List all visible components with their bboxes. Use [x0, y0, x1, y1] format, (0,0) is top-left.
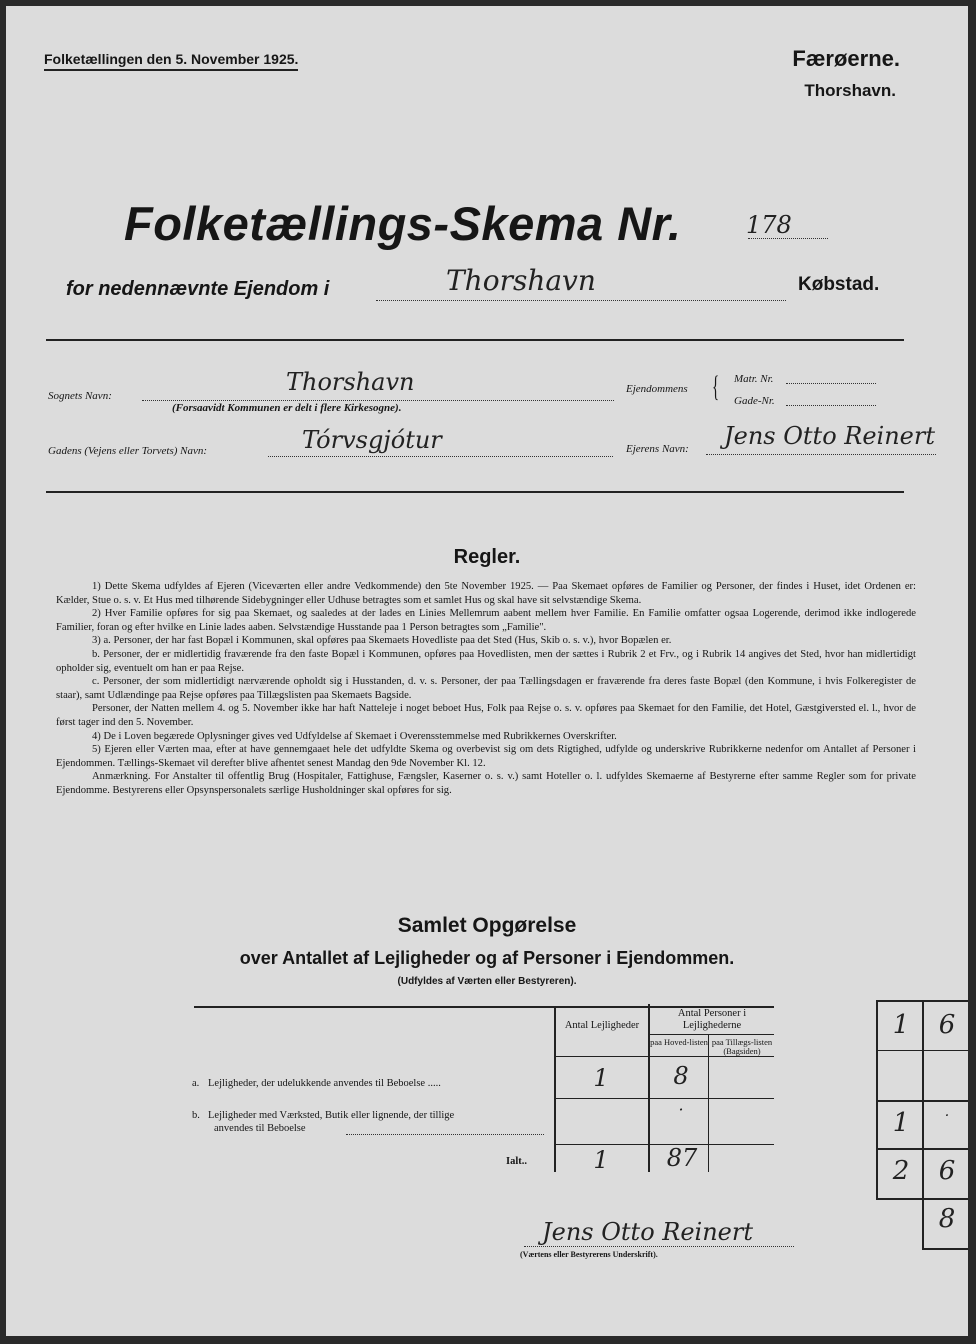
tally-r3-c2: ·	[944, 1108, 950, 1124]
row-total-label: Ialt..	[506, 1156, 527, 1167]
city-header: Thorshavn.	[804, 81, 896, 100]
property-brace: {	[712, 370, 720, 403]
rules-text	[56, 580, 916, 798]
tally-line-3	[876, 1148, 968, 1150]
region-header: Færøerne.	[792, 46, 900, 71]
rule-3-night: Personer, der Natten mellem 4. og 5. November ikke har haft Natteleje i noget beboet Hus, Folk paa Rejse o. s. v. opføres paa Skemaet for den Familie, det Hotel, Gæstgiversted el. l., hvor de først tager ind den 5. November.	[56, 703, 916, 728]
rule-note: Anmærkning. For Anstalter til offentlig Brug (Hospitaler, Fattighuse, Fængsler, Kaserner o. s. v.) samt Hoteller o. l. udfyldes Skemaerne af Bestyrerne efter samme Regler som for private Ejendomme. Bestyrerens eller Opsynspersonalets særlige Husholdninger skal opføres for sig.	[56, 771, 916, 796]
street-dotline	[268, 456, 613, 457]
owner-value: Jens Otto Reinert	[724, 422, 935, 450]
summary-subtitle: over Antallet af Lejligheder og af Personer i Ejendommen.	[239, 948, 735, 968]
summary-note: (Udfyldes af Værten eller Bestyreren).	[397, 976, 577, 987]
summary-col-divider-2	[648, 1004, 650, 1172]
street-value: Tórvsgjótur	[302, 426, 442, 454]
parish-label: Sognets Navn:	[48, 390, 112, 402]
b-main-value: ·	[678, 1100, 684, 1119]
rule-1: 1) Dette Skema udfyldes af Ejeren (Viceværten eller andre Vedkommende) den 5te November 1925. — Paa Skemaet opføres de Familier og Personer, der findes i Huset, idet Ordenen er: Kælder, Stue o. s. v. Et Hus med tilhørende Sidebygninger eller Udhuse betragtes som et samlet Hus og skal have sit selvstændige Skema.	[56, 581, 916, 606]
fields-divider	[46, 491, 904, 493]
top-divider	[46, 339, 904, 341]
row-b-label-1: Lejligheder med Værksted, Butik eller lignende, der tillige	[208, 1110, 455, 1121]
tally-r5-c2: 8	[938, 1204, 956, 1234]
a-main-value: 8	[673, 1062, 689, 1090]
tally-r4-c2: 6	[938, 1156, 956, 1186]
census-form-page	[6, 6, 968, 1336]
town-handwritten: Thorshavn	[446, 264, 596, 297]
summary-subhead-line	[648, 1034, 774, 1035]
tally-line-1	[876, 1050, 968, 1051]
signature-label: (Værtens eller Bestyrerens Underskrift).	[520, 1250, 658, 1259]
matr-label: Matr. Nr.	[734, 373, 774, 385]
rules-title: Regler.	[453, 546, 521, 568]
col-supp-head: paa Tillægs-listen(Bagsiden)	[711, 1037, 773, 1056]
summary-title: Samlet Opgørelse	[397, 914, 577, 937]
parish-dotline	[142, 400, 614, 401]
signature-dotline	[524, 1246, 794, 1247]
rule-3c: c. Personer, der som midlertidigt nærværende opholdt sig i Husstanden, d. v. s. Personer, der paa Tællingsdagen er fraværende fra deres faste Bopæl (den Kommune, i hvis Folkeregister de staar), samt Udlændinge paa Rejse opføres paa Tillægslisten paa Skemaets Bagside.	[56, 676, 916, 701]
form-title: Folketællings-Skema Nr.	[124, 197, 682, 250]
census-date-header: Folketællingen den 5. November 1925.	[44, 51, 298, 71]
form-number-handwritten: 178	[746, 211, 792, 239]
row-b-dotline	[346, 1134, 544, 1135]
row-b-prefix: b.	[192, 1110, 200, 1121]
rule-3a: 3) a. Personer, der har fast Bopæl i Kommunen, skal opføres paa Skemaets Hovedliste paa det Sted (Hus, Skib o. s. v.), hvor Bopælen er.	[92, 635, 672, 647]
total-main-value: 87	[666, 1144, 698, 1172]
col-main-head: paa Hoved-listen	[650, 1037, 708, 1047]
tally-line-2	[876, 1100, 968, 1102]
tally-r1-c1: 1	[892, 1010, 910, 1040]
form-number-line	[748, 238, 828, 239]
tally-r4-c1: 2	[892, 1156, 910, 1186]
row-b-label-2: anvendes til Beboelse	[214, 1123, 306, 1134]
tally-r3-c1: 1	[892, 1108, 910, 1138]
parish-value: Thorshavn	[286, 368, 415, 396]
tally-r1-c2: 6	[938, 1010, 956, 1040]
total-apartments-value: 1	[593, 1146, 609, 1174]
owner-label: Ejerens Navn:	[626, 443, 689, 455]
gade-dotline	[786, 405, 876, 406]
row-a-label: Lejligheder, der udelukkende anvendes til Beboelse .....	[208, 1078, 441, 1089]
col-apartments-head: Antal Lejligheder	[564, 1020, 640, 1031]
summary-row-a-line	[554, 1098, 774, 1099]
owner-dotline	[706, 454, 936, 455]
parish-note: (Forsaavidt Kommunen er delt i flere Kirkesogne).	[172, 402, 402, 414]
rule-2: 2) Hver Familie opføres for sig paa Skemaet, og saaledes at der lades en Linies Mellemrum aabent mellem hver Familie. En Familie omfatter ogsaa Logerende, derimod ikke indlogerede Familier, foran og efter hvilke en Linie lades aaben. Selvstændige Husstande paa 1 Person betragtes som „Familie".	[56, 608, 916, 633]
kobstad-label: Købstad.	[798, 274, 880, 295]
rule-4: 4) De i Loven begærede Oplysninger gives ved Udfyldelse af Skemaet i Overensstemmelse med Rubrikkernes Overskrifter.	[92, 730, 617, 742]
rule-3b: b. Personer, der er midlertidig fraværende fra den faste Bopæl i Kommunen, opføres paa Hovedlisten, men der sættes i Rubrik 2 et Frv., og i Rubrik 14 angives det Sted, hvor han midlertidigt opholder sig, eventuelt om han er paa Rejse.	[56, 648, 916, 674]
rule-5: 5) Ejeren eller Værten maa, efter at have gennemgaaet hele det udfyldte Skema og overbevist sig om dets Rigtighed, udfylde og underskrive Rubrikkerne nedenfor om Antallet af Personer i Ejendommen. Tællings-Skemaet vil derefter blive afhentet senest Mandag den 9de November Kl. 12.	[56, 744, 916, 769]
property-label: Ejendommens	[626, 383, 688, 395]
row-a-prefix: a.	[192, 1078, 200, 1089]
summary-head-bottom	[554, 1056, 774, 1057]
matr-dotline	[786, 383, 876, 384]
property-for-line: for nedennævnte Ejendom i	[66, 278, 330, 300]
col-persons-head: Antal Personer i Lejlighederne	[677, 1008, 747, 1031]
summary-col-divider-1	[554, 1006, 556, 1172]
street-label: Gadens (Vejens eller Torvets) Navn:	[48, 445, 208, 457]
a-apartments-value: 1	[593, 1064, 609, 1092]
tally-line-4	[922, 1248, 968, 1250]
gade-label: Gade-Nr.	[734, 395, 775, 407]
town-dotline	[376, 300, 786, 301]
signature: Jens Otto Reinert	[542, 1218, 753, 1246]
